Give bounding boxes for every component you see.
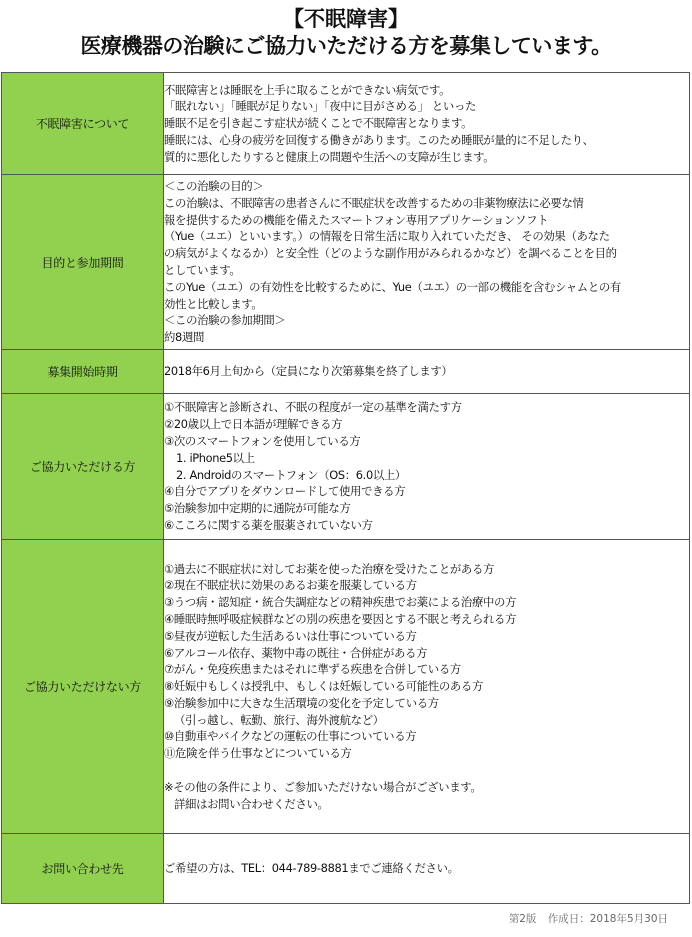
row-label-purpose: 目的と参加期間 bbox=[2, 175, 164, 350]
purpose-line: この治験は、不眠障害の患者さんに不眠症状を改善するための非薬物療法に必要な情 bbox=[164, 195, 584, 210]
ineligible-item: ⑧妊娠中もしくは授乳中、もしくは妊娠している可能性のある方 bbox=[164, 679, 484, 694]
row-contact bbox=[2, 834, 690, 904]
row-label-eligible: ご協力いただける方 bbox=[2, 394, 164, 540]
ineligible-item: ②現在不眠症状に効果のあるお薬を服薬している方 bbox=[164, 578, 417, 593]
row-content-about bbox=[164, 73, 690, 175]
row-start bbox=[2, 350, 690, 394]
row-content-ineligible bbox=[164, 540, 690, 834]
row-content-eligible bbox=[164, 394, 690, 540]
eligible-item: ④自分でアプリをダウンロードして使用できる方 bbox=[164, 484, 406, 499]
eligible-subitem: 2. Androidのスマートフォン（OS：6.0以上） bbox=[176, 467, 406, 482]
row-content-contact bbox=[164, 834, 690, 904]
footer bbox=[501, 911, 668, 926]
eligible-subitem: 1. iPhone5以上 bbox=[176, 450, 255, 465]
row-eligible bbox=[2, 394, 690, 540]
row-label-ineligible: ご協力いただけない方 bbox=[2, 540, 164, 834]
spacer bbox=[164, 762, 689, 779]
about-line: 「眠れない」「睡眠が足りない」「夜中に目がさめる」 といった bbox=[164, 99, 477, 114]
purpose-line: このYue（ユエ）の有効性を比較するために、Yue（ユエ）の一部の機能を含むシャムとの有 bbox=[164, 279, 621, 294]
row-label-start: 募集開始時期 bbox=[2, 350, 164, 394]
eligible-item: ③次のスマートフォンを使用している方 bbox=[164, 433, 361, 448]
row-label-contact: お問い合わせ先 bbox=[2, 834, 164, 904]
about-line: 不眠障害とは睡眠を上手に取ることができない病気です。 bbox=[164, 82, 451, 97]
title-line-2: 医療機器の治験にご協力いただける方を募集しています。 bbox=[80, 34, 612, 59]
contact-line: ご希望の方は、TEL：044-789-8881までご連絡ください。 bbox=[164, 861, 459, 876]
about-line: 睡眠には、心身の疲労を回復する働きがあります。このため睡眠が量的に不足したり、 bbox=[164, 132, 594, 147]
ineligible-item: ⑨治験参加中に大きな生活環境の変化を予定している方 bbox=[164, 695, 439, 710]
eligible-item: ⑥こころに関する薬を服薬されていない方 bbox=[164, 517, 373, 532]
row-ineligible bbox=[2, 540, 690, 834]
ineligible-item: ⑥アルコール依存、薬物中毒の既往・合併症がある方 bbox=[164, 645, 428, 660]
edition-label: 第2版 bbox=[508, 913, 537, 925]
ineligible-item: ①過去に不眠症状に対してお薬を使った治療を受けたことがある方 bbox=[164, 561, 495, 576]
row-label-about: 不眠障害について bbox=[2, 73, 164, 175]
purpose-line: の病気がよくなるか）と安全性（どのような副作用がみられるかなど）を調べることを目的 bbox=[164, 246, 617, 261]
ineligible-item: ⑤昼夜が逆転した生活あるいは仕事についている方 bbox=[164, 628, 417, 643]
purpose-line: としています。 bbox=[164, 263, 241, 277]
period-heading: ＜この治験の参加期間＞ bbox=[164, 313, 286, 328]
about-line: 睡眠不足を引き起こす症状が続くことで不眠障害となります。 bbox=[164, 116, 473, 131]
ineligible-item-note: （引っ越し、転勤、旅行、海外渡航など） bbox=[174, 712, 384, 727]
ineligible-item: ⑪危険を伴う仕事などについている方 bbox=[164, 746, 352, 761]
eligible-item: ②20歳以上で日本語が理解できる方 bbox=[164, 417, 343, 432]
info-table bbox=[1, 72, 690, 904]
created-date: 作成日：2018年5月30日 bbox=[547, 913, 668, 925]
period-value: 約8週間 bbox=[164, 330, 205, 345]
title-line-1: 【不眠障害】 bbox=[283, 7, 409, 31]
row-purpose bbox=[2, 175, 690, 350]
ineligible-footnote: 詳細はお問い合わせください。 bbox=[174, 796, 329, 811]
ineligible-item: ⑩自動車やバイクなどの運転の仕事についている方 bbox=[164, 729, 417, 744]
ineligible-item: ③うつ病・認知症・統合失調症などの精神疾患でお薬による治療中の方 bbox=[164, 595, 517, 610]
ineligible-item: ④睡眠時無呼吸症候群などの別の疾患を要因とする不眠と考えられる方 bbox=[164, 611, 517, 626]
row-content-start bbox=[164, 350, 690, 394]
about-line: 質的に悪化したりすると健康上の問題や生活への支障が生じます。 bbox=[164, 149, 495, 164]
purpose-heading: ＜この治験の目的＞ bbox=[164, 179, 264, 194]
purpose-line: （Yue（ユエ）といいます。）の情報を日常生活に取り入れていただき、 その効果（あなた bbox=[164, 229, 610, 244]
row-about bbox=[2, 73, 690, 175]
start-line: 2018年6月上旬から（定員になり次第募集を終了します） bbox=[164, 364, 453, 379]
page-title bbox=[0, 6, 692, 61]
eligible-item: ①不眠障害と診断され、不眠の程度が一定の基準を満たす方 bbox=[164, 400, 462, 415]
ineligible-item: ⑦がん・免疫疾患またはそれに準ずる疾患を合併している方 bbox=[164, 662, 461, 677]
ineligible-footnote: ※その他の条件により、ご参加いただけない場合がございます。 bbox=[164, 779, 482, 794]
eligible-item: ⑤治験参加中定期的に通院が可能な方 bbox=[164, 501, 351, 516]
row-content-purpose bbox=[164, 175, 690, 350]
purpose-line: 効性と比較します。 bbox=[164, 296, 263, 311]
purpose-line: 報を提供するための機能を備えたスマートフォン専用アプリケーションソフト bbox=[164, 212, 549, 227]
